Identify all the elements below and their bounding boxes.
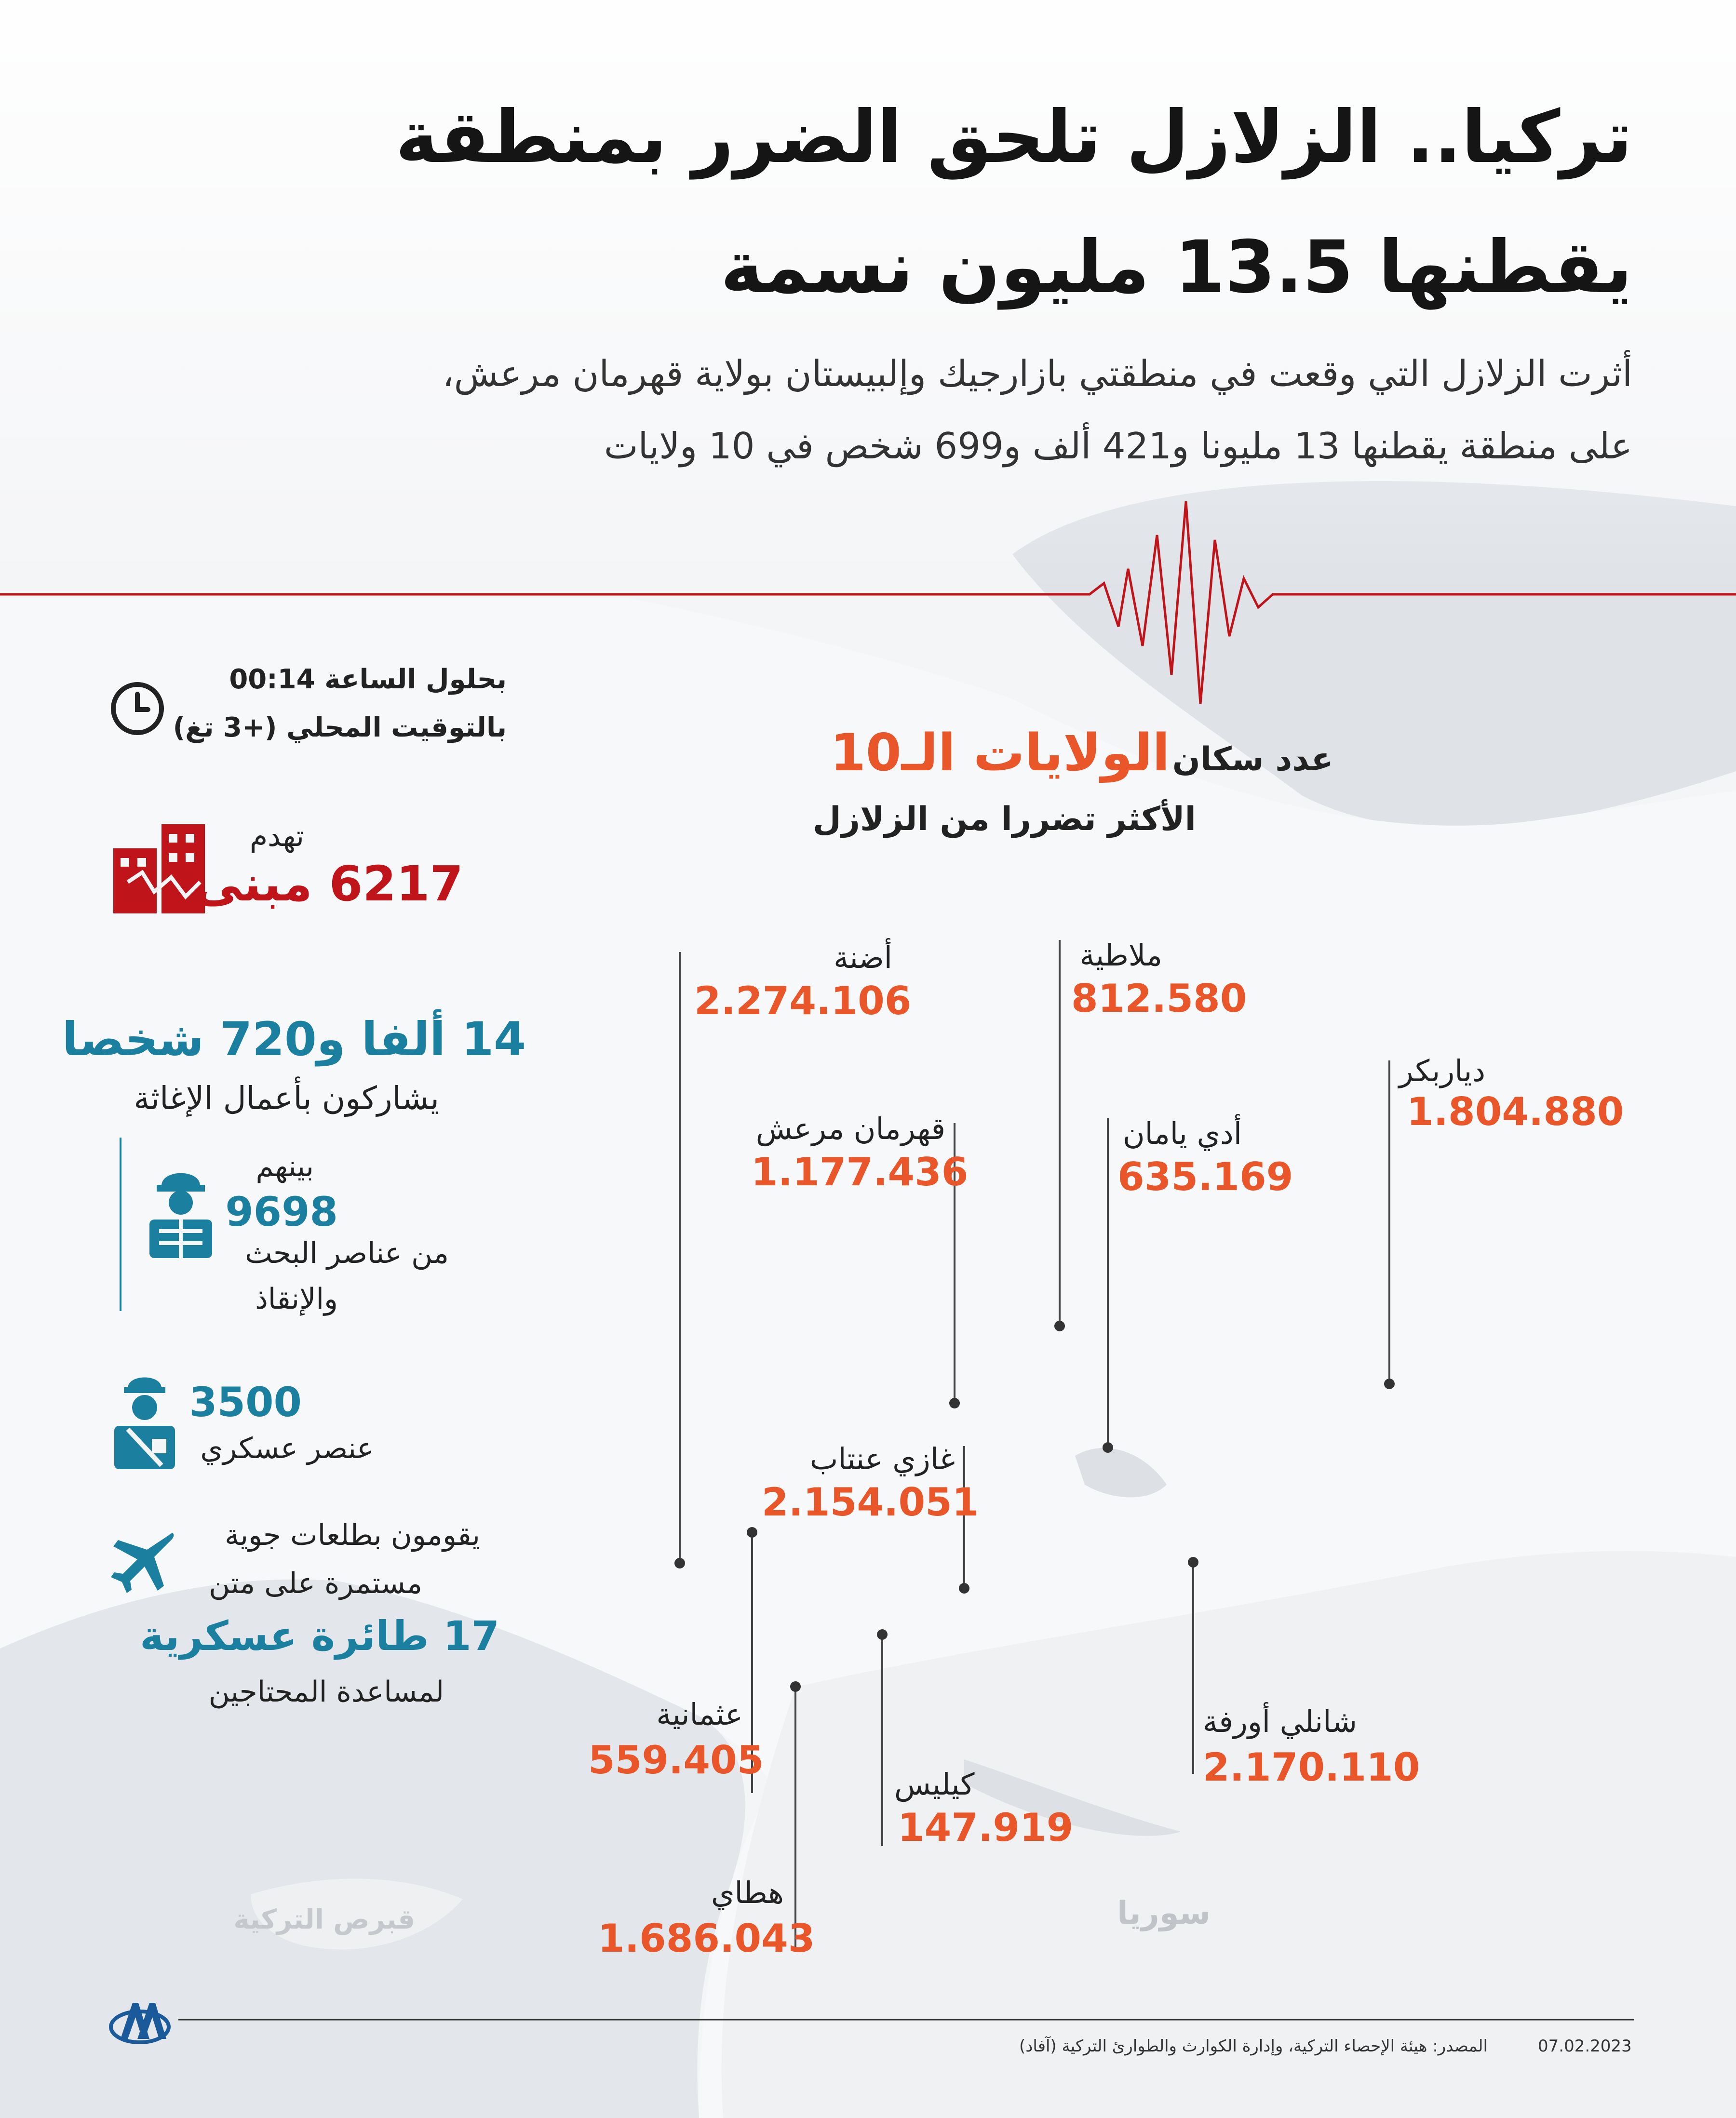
province-name: أدي يامان xyxy=(1123,1116,1242,1151)
leader-line xyxy=(1107,1118,1109,1446)
location-dot xyxy=(674,1558,685,1568)
province-name: هطاي xyxy=(711,1875,784,1910)
province-name: دياربكر xyxy=(1399,1053,1485,1088)
flights-line-1: يقومون بطلعات جوية xyxy=(225,1518,480,1552)
location-dot xyxy=(747,1527,757,1538)
aa-logo xyxy=(108,1998,171,2044)
flights-line-3: لمساعدة المحتاجين xyxy=(208,1675,444,1709)
footer-date: 07.02.2023 xyxy=(1538,2037,1632,2056)
collapsed-label: تهدم xyxy=(250,819,304,853)
province-population: 2.274.106 xyxy=(694,979,912,1023)
province-population: 2.154.051 xyxy=(762,1480,979,1525)
province-name: شانلي أورفة xyxy=(1203,1704,1357,1739)
province-osmaniye-value xyxy=(588,1738,764,1783)
subtitle-line-1: أثرت الزلازل التي وقعت في منطقتي بازارجيك وإلبيستان بولاية قهرمان مرعش، xyxy=(442,352,1632,395)
province-population: 635.169 xyxy=(1117,1154,1293,1199)
leader-line xyxy=(1388,1060,1390,1383)
leader-line xyxy=(1192,1562,1194,1774)
military-count: 3500 xyxy=(189,1379,302,1426)
map-label-cyprus: قبرص التركية xyxy=(233,1904,415,1935)
sar-desc-1: من عناصر البحث xyxy=(245,1236,449,1270)
footer-source: المصدر: هيئة الإحصاء التركية، وإدارة الكوارث والطوارئ التركية (آفاد) xyxy=(1019,2037,1488,2056)
province-diyarbakir-value xyxy=(1407,1089,1624,1134)
subtitle-line-2: على منطقة يقطنها 13 مليونا و421 ألف و699 شخص في 10 ولايات xyxy=(604,425,1632,467)
province-gaziantep xyxy=(810,1441,955,1476)
province-population: 1.686.043 xyxy=(598,1916,815,1961)
province-hatay-value xyxy=(598,1916,815,1961)
provinces-heading-line-2: الأكثر تضررا من الزلازل xyxy=(812,800,1196,838)
rescue-among: بينهم xyxy=(256,1150,314,1183)
province-name: كيليس xyxy=(894,1767,975,1802)
province-population: 1.804.880 xyxy=(1407,1089,1624,1134)
flights-count: 17 طائرة عسكرية xyxy=(140,1612,499,1660)
province-malatya xyxy=(1080,938,1163,973)
location-dot xyxy=(949,1398,960,1408)
leader-line xyxy=(881,1639,883,1846)
leader-line xyxy=(679,952,681,1567)
location-dot xyxy=(1103,1442,1113,1453)
time-line-2: بالتوقيت المحلي (+3 تغ) xyxy=(173,712,507,743)
province-kahramanmaras-value xyxy=(751,1150,968,1194)
province-diyarbakir xyxy=(1399,1053,1485,1088)
time-line-1: بحلول الساعة 00:14 xyxy=(229,664,507,695)
province-hatay xyxy=(711,1875,784,1910)
military-desc: عنصر عسكري xyxy=(200,1432,374,1465)
clock-icon xyxy=(108,680,166,737)
province-kahramanmaras xyxy=(756,1111,945,1146)
location-dot xyxy=(877,1629,888,1640)
subtitle xyxy=(41,337,1632,482)
flights-line-2: مستمرة على متن xyxy=(209,1567,422,1600)
province-sanliurfa-value xyxy=(1203,1745,1420,1790)
province-population: 2.170.110 xyxy=(1203,1745,1420,1790)
location-dot xyxy=(1188,1557,1198,1568)
province-population: 559.405 xyxy=(588,1738,764,1783)
map-label-syria: سوريا xyxy=(1117,1894,1211,1931)
province-sanliurfa xyxy=(1203,1704,1357,1739)
province-name: عثمانية xyxy=(656,1697,743,1732)
headline-line-2: يقطنها 13.5 مليون نسمة xyxy=(720,226,1632,309)
province-malatya-value xyxy=(1071,976,1247,1021)
province-population: 1.177.436 xyxy=(751,1150,969,1194)
provinces-heading xyxy=(830,723,1333,782)
province-kilis xyxy=(894,1767,975,1802)
soldier-icon xyxy=(108,1369,181,1470)
location-dot xyxy=(959,1583,969,1594)
province-adiyaman xyxy=(1123,1116,1242,1151)
province-name: قهرمان مرعش xyxy=(755,1111,945,1146)
location-dot xyxy=(790,1681,801,1692)
province-name: ملاطية xyxy=(1079,938,1162,973)
airplane-icon xyxy=(108,1528,176,1595)
location-dot xyxy=(1384,1379,1395,1389)
province-adiyaman-value xyxy=(1117,1154,1293,1199)
rescue-total-desc: يشاركون بأعمال الإغاثة xyxy=(134,1080,439,1117)
provinces-heading-part-2: الولايات الـ10 xyxy=(830,723,1170,782)
provinces-heading-part-1: عدد سكان xyxy=(1172,740,1333,778)
province-gaziantep-value xyxy=(762,1480,979,1525)
rescue-worker-icon xyxy=(145,1157,217,1258)
province-adana xyxy=(834,940,892,975)
collapsed-value: 6217 مبنى xyxy=(194,856,463,912)
province-name: أضنة xyxy=(834,940,892,975)
rescue-total: 14 ألفا و720 شخصا xyxy=(62,1012,526,1066)
headline xyxy=(90,72,1632,333)
headline-line-1: تركيا.. الزلازل تلحق الضرر بمنطقة xyxy=(395,95,1632,179)
province-adana-value xyxy=(694,979,911,1023)
leader-line xyxy=(794,1687,796,1952)
sar-count: 9698 xyxy=(225,1188,338,1235)
province-osmaniye xyxy=(656,1697,743,1732)
province-name: غازي عنتاب xyxy=(809,1441,955,1476)
province-population: 812.580 xyxy=(1071,976,1247,1021)
sar-desc-2: والإنقاذ xyxy=(255,1282,338,1316)
province-population: 147.919 xyxy=(898,1805,1074,1850)
location-dot xyxy=(1054,1321,1065,1331)
leader-line xyxy=(1059,940,1061,1326)
province-kilis-value xyxy=(898,1805,1073,1850)
